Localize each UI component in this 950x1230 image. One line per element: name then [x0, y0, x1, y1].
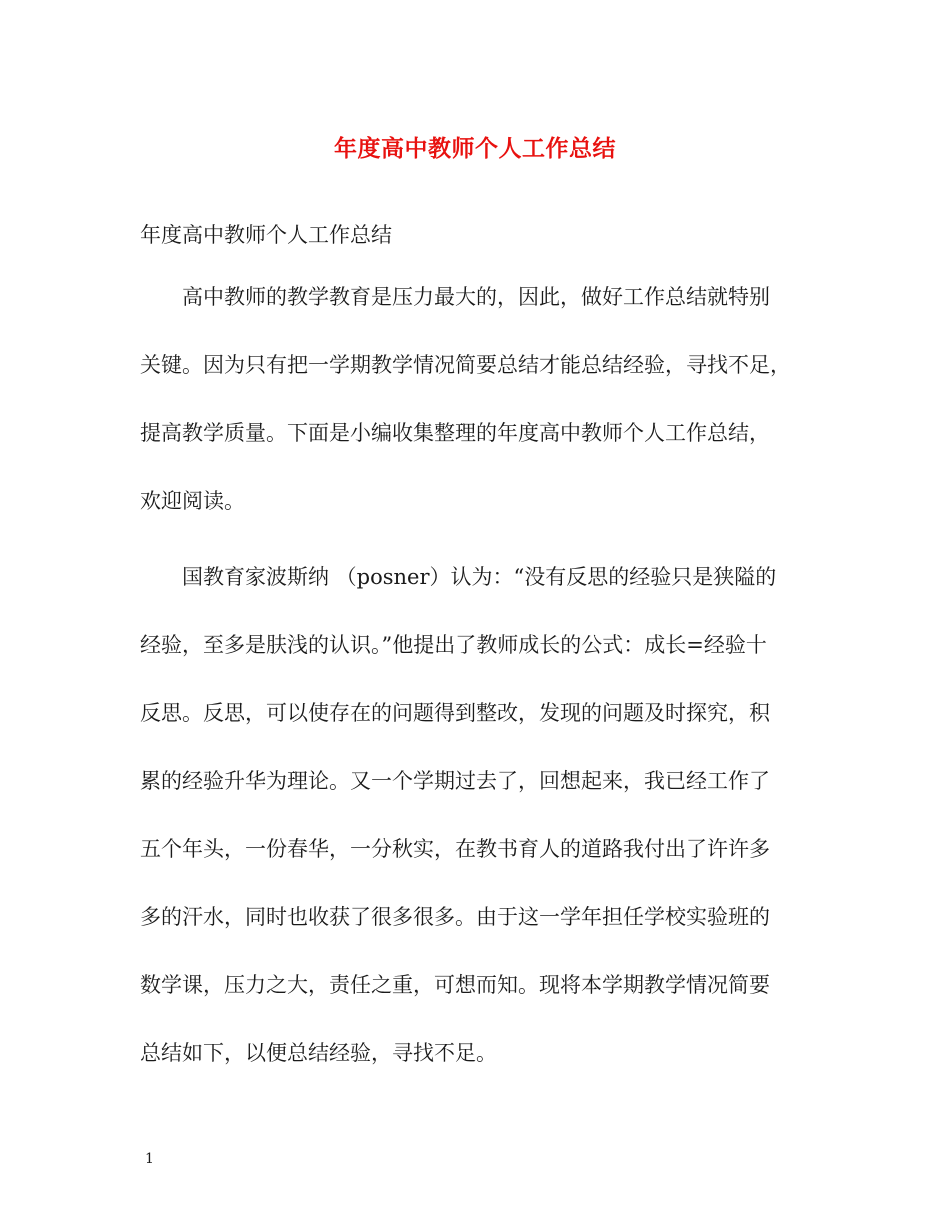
paragraph-line: 提高教学质量。下面是小编收集整理的年度高中教师个人工作总结， [140, 421, 770, 445]
paragraph-line: 多的汗水，同时也收获了很多很多。由于这一学年担任学校实验班的 [140, 905, 770, 929]
document-title: 年度高中教师个人工作总结 [334, 135, 616, 162]
paragraph-line: 欢迎阅读。 [140, 489, 245, 513]
paragraph-line: 反思。反思，可以使存在的问题得到整改，发现的问题及时探究，积 [140, 701, 770, 725]
document-subtitle: 年度高中教师个人工作总结 [140, 223, 392, 247]
paragraph-line: 总结如下，以便总结经验，寻找不足。 [140, 1041, 497, 1065]
paragraph-line: 累的经验升华为理论。又一个学期过去了，回想起来，我已经工作了 [140, 769, 770, 793]
paragraph-line: 关键。因为只有把一学期教学情况简要总结才能总结经验，寻找不足， [140, 353, 791, 377]
paragraph-line: 数学课，压力之大，责任之重，可想而知。现将本学期教学情况简要 [140, 973, 770, 997]
paragraph-line: 高中教师的教学教育是压力最大的，因此，做好工作总结就特别 [182, 285, 770, 309]
page-number: 1 [145, 1151, 154, 1167]
paragraph-intro [140, 282, 812, 554]
paragraph-line: 经验，至多是肤浅的认识。”他提出了教师成长的公式：成长=经验十 [140, 633, 767, 657]
paragraph-line: 五个年头，一份春华，一分秋实，在教书育人的道路我付出了许许多 [140, 837, 770, 861]
paragraph-body [140, 562, 812, 1106]
paragraph-line: 国教育家波斯纳 （posner）认为：“没有反思的经验只是狭隘的 [182, 565, 777, 589]
